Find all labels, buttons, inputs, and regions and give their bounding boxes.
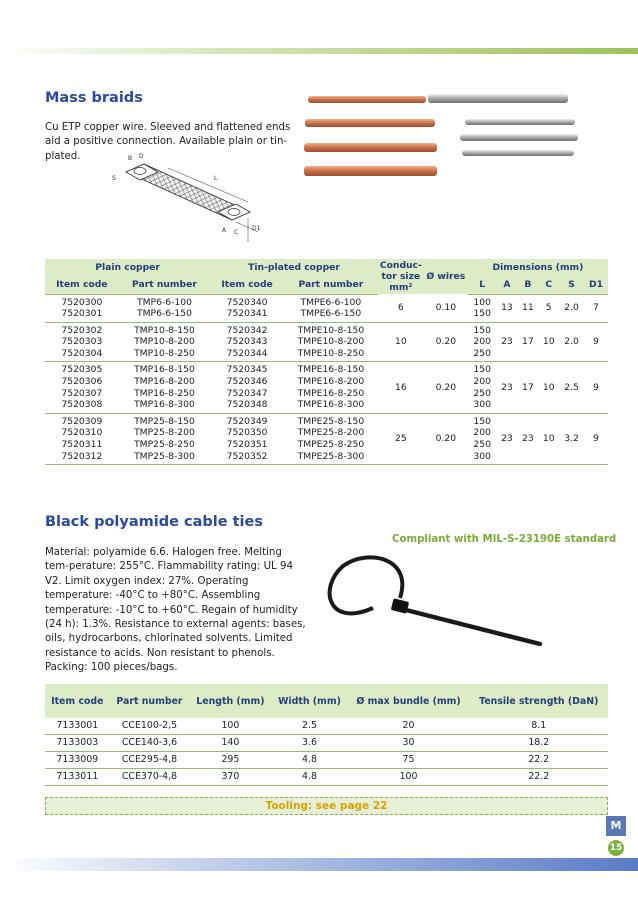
brand-logo: M bbox=[606, 816, 626, 836]
part-number-tin: TMPE25-8-250 bbox=[297, 439, 365, 451]
ties-col-tensile: Tensile strength (DaN) bbox=[470, 684, 608, 718]
top-accent-bar bbox=[0, 48, 638, 54]
tin-braid-3 bbox=[460, 134, 578, 141]
table-row bbox=[45, 735, 608, 752]
drawing-label-b: B bbox=[128, 155, 133, 162]
drawing-label-d1: D1 bbox=[252, 225, 261, 232]
length-value: 150 bbox=[473, 308, 491, 320]
cable-tie-photo bbox=[318, 548, 548, 658]
length: 140 bbox=[189, 735, 271, 752]
tensile-strength: 22.2 bbox=[470, 752, 608, 769]
col-l: L bbox=[468, 276, 497, 294]
table-row bbox=[45, 718, 608, 735]
item-code-plain: 7520312 bbox=[61, 450, 103, 462]
part-number-plain: TMP16-8-150 bbox=[134, 364, 195, 376]
item-code-plain: 7520310 bbox=[61, 427, 103, 439]
item-code-plain: 7520301 bbox=[61, 308, 103, 320]
length-value: 150 bbox=[473, 415, 491, 427]
col-c: C bbox=[538, 276, 559, 294]
copper-braid-1 bbox=[308, 96, 426, 103]
max-bundle: 75 bbox=[348, 752, 470, 769]
part-number: CCE370-4,8 bbox=[110, 769, 190, 786]
part-number-tin: TMPE25-8-300 bbox=[297, 450, 365, 462]
wire-diameter: 0.20 bbox=[435, 336, 457, 348]
item-code-tin: 7520351 bbox=[226, 439, 268, 451]
col-s: S bbox=[559, 276, 584, 294]
length-cell bbox=[468, 322, 497, 362]
part-number-tin: TMPE10-8-150 bbox=[297, 324, 365, 336]
length-cell bbox=[468, 413, 497, 464]
item-code-tin: 7520349 bbox=[226, 415, 268, 427]
conductor-size: 6 bbox=[397, 302, 404, 314]
item-code-tin: 7520352 bbox=[226, 450, 268, 462]
part-number-plain: TMP16-8-200 bbox=[134, 376, 195, 388]
item-code-plain: 7520303 bbox=[61, 336, 103, 348]
braid-technical-drawing bbox=[108, 150, 268, 250]
part-number-plain: TMP25-8-300 bbox=[134, 450, 195, 462]
item-code-tin: 7520341 bbox=[226, 308, 268, 320]
braid-product-photos bbox=[300, 92, 605, 187]
tensile-strength: 22.2 bbox=[470, 769, 608, 786]
part-number-tin: TMPE25-8-150 bbox=[297, 415, 365, 427]
col-group-dimensions: Dimensions (mm) bbox=[468, 259, 608, 276]
dim-c: 10 bbox=[542, 433, 555, 445]
dim-c: 5 bbox=[545, 302, 552, 314]
col-part-number-plain: Part number bbox=[119, 276, 211, 294]
width: 3.6 bbox=[271, 735, 347, 752]
length-value: 300 bbox=[473, 450, 491, 462]
col-d1: D1 bbox=[584, 276, 608, 294]
dim-b: 17 bbox=[521, 336, 534, 348]
item-code: 7133009 bbox=[45, 752, 110, 769]
item-code-plain-cell bbox=[45, 322, 119, 362]
item-code-plain: 7520308 bbox=[61, 399, 103, 411]
dim-c: 10 bbox=[542, 336, 555, 348]
conductor-size: 16 bbox=[394, 381, 407, 393]
copper-braid-4 bbox=[304, 166, 437, 176]
dim-d1: 9 bbox=[593, 433, 599, 445]
col-wires: Ø wires bbox=[424, 259, 468, 294]
max-bundle: 30 bbox=[348, 735, 470, 752]
dim-c: 10 bbox=[542, 381, 555, 393]
wire-diameter: 0.20 bbox=[435, 433, 457, 445]
item-code-tin-cell bbox=[210, 322, 284, 362]
item-code-plain: 7520307 bbox=[61, 387, 103, 399]
tin-braid-2 bbox=[465, 119, 575, 125]
part-number-plain: TMP16-8-250 bbox=[134, 387, 195, 399]
part-number-tin: TMPE10-8-200 bbox=[297, 336, 365, 348]
braid-row-group bbox=[45, 413, 608, 464]
col-part-number-tin: Part number bbox=[284, 276, 378, 294]
part-number-plain-cell bbox=[119, 322, 211, 362]
part-number-tin: TMPE6-6-100 bbox=[300, 296, 362, 308]
length-value: 150 bbox=[473, 324, 491, 336]
braid-row-group bbox=[45, 362, 608, 413]
dim-d1: 9 bbox=[593, 336, 599, 348]
item-code-plain-cell bbox=[45, 362, 119, 413]
part-number-plain-cell bbox=[119, 294, 211, 322]
dim-a: 23 bbox=[501, 433, 513, 445]
item-code-plain: 7520305 bbox=[61, 364, 103, 376]
length: 370 bbox=[189, 769, 271, 786]
braid-row-group bbox=[45, 322, 608, 362]
length-value: 150 bbox=[473, 364, 491, 376]
col-b: B bbox=[517, 276, 538, 294]
tensile-strength: 18.2 bbox=[470, 735, 608, 752]
dim-s: 3.2 bbox=[564, 433, 579, 445]
part-number-plain: TMP6-6-100 bbox=[136, 296, 192, 308]
length-value: 200 bbox=[473, 427, 491, 439]
col-item-code-plain: Item code bbox=[45, 276, 119, 294]
col-conductor: Conduc-tor size mm² bbox=[379, 260, 422, 293]
part-number-tin-cell bbox=[284, 413, 378, 464]
conductor-size: 25 bbox=[394, 433, 407, 445]
mass-braids-description: Cu ETP copper wire. Sleeved and flattened ends aid a positive connection. Available plain or tin-plated. bbox=[45, 122, 291, 162]
part-number-plain: TMP10-8-250 bbox=[134, 347, 195, 359]
width: 2.5 bbox=[271, 718, 347, 735]
part-number-tin: TMPE25-8-200 bbox=[297, 427, 365, 439]
ties-col-width: Width (mm) bbox=[271, 684, 347, 718]
item-code: 7133011 bbox=[45, 769, 110, 786]
braid-row-group bbox=[45, 294, 608, 322]
item-code-tin: 7520348 bbox=[226, 399, 268, 411]
dim-s: 2.5 bbox=[564, 381, 579, 393]
drawing-label-s: S bbox=[112, 175, 116, 182]
part-number-tin: TMPE10-8-250 bbox=[297, 347, 365, 359]
length-value: 300 bbox=[473, 399, 491, 411]
table-row bbox=[45, 769, 608, 786]
part-number-tin: TMPE16-8-250 bbox=[297, 387, 365, 399]
item-code-tin-cell bbox=[210, 294, 284, 322]
item-code-plain: 7520309 bbox=[61, 415, 103, 427]
item-code-plain-cell bbox=[45, 413, 119, 464]
item-code-plain: 7520311 bbox=[61, 439, 103, 451]
length-value: 250 bbox=[473, 347, 491, 359]
item-code-plain: 7520302 bbox=[61, 324, 103, 336]
dim-b: 11 bbox=[521, 302, 534, 314]
compliance-note: Compliant with MIL-S-23190E standard bbox=[392, 534, 617, 545]
part-number-plain: TMP10-8-200 bbox=[134, 336, 195, 348]
cable-ties-table bbox=[45, 684, 608, 786]
dim-d1: 9 bbox=[593, 381, 599, 393]
part-number-tin-cell bbox=[284, 294, 378, 322]
drawing-label-l: L bbox=[214, 175, 218, 182]
item-code-plain: 7520300 bbox=[61, 296, 103, 308]
length: 100 bbox=[189, 718, 271, 735]
table-row bbox=[45, 752, 608, 769]
wire-diameter: 0.20 bbox=[435, 381, 457, 393]
length-value: 250 bbox=[473, 387, 491, 399]
dim-a: 23 bbox=[501, 336, 513, 348]
part-number-plain: TMP6-6-150 bbox=[136, 308, 192, 320]
part-number: CCE100-2,5 bbox=[110, 718, 190, 735]
item-code-tin: 7520342 bbox=[226, 324, 268, 336]
max-bundle: 20 bbox=[348, 718, 470, 735]
conductor-size: 10 bbox=[394, 336, 407, 348]
cable-ties-description: Material: polyamide 6.6. Halogen free. Melting tem-perature: 255°C. Flammability rating: UL 94 V2. Limit oxygen index: 27%. Operating temperature: -40°C to +80°C. Assembling temperature: -10°C to +60°C. Regain of humidity (24 h): 1.3%. Resistance to external agents: bases, oils, hydrocarbons, chlorinated solvents. Limited resistance to acids. Non resistant to phenols. Packing: 100 pieces/bags. bbox=[45, 547, 306, 674]
col-item-code-tin: Item code bbox=[210, 276, 284, 294]
length: 295 bbox=[189, 752, 271, 769]
dim-s: 2.0 bbox=[564, 336, 579, 348]
tin-braid-4 bbox=[462, 150, 574, 156]
col-group-plain: Plain copper bbox=[45, 259, 210, 276]
drawing-label-d: D bbox=[139, 153, 144, 160]
width: 4.8 bbox=[271, 769, 347, 786]
ties-col-bundle: Ø max bundle (mm) bbox=[348, 684, 470, 718]
dim-a: 23 bbox=[501, 381, 513, 393]
dim-a: 13 bbox=[501, 302, 513, 314]
part-number-plain-cell bbox=[119, 362, 211, 413]
dim-s: 2.0 bbox=[564, 302, 579, 314]
ties-col-part-number: Part number bbox=[110, 684, 190, 718]
part-number-plain-cell bbox=[119, 413, 211, 464]
dim-b: 23 bbox=[521, 433, 534, 445]
wire-diameter: 0.10 bbox=[435, 302, 457, 314]
item-code-tin: 7520345 bbox=[226, 364, 268, 376]
mass-braids-title: Mass braids bbox=[45, 90, 143, 106]
part-number-plain: TMP10-8-150 bbox=[134, 324, 195, 336]
tensile-strength: 8.1 bbox=[470, 718, 608, 735]
part-number-plain: TMP25-8-150 bbox=[134, 415, 195, 427]
part-number-tin: TMPE16-8-200 bbox=[297, 376, 365, 388]
part-number-tin: TMPE6-6-150 bbox=[300, 308, 362, 320]
length-value: 100 bbox=[473, 296, 491, 308]
drawing-label-c: C bbox=[234, 229, 239, 236]
item-code-plain: 7520306 bbox=[61, 376, 103, 388]
item-code: 7133001 bbox=[45, 718, 110, 735]
tin-braid-1 bbox=[428, 94, 568, 103]
page-number: 15 bbox=[608, 840, 624, 856]
bottom-accent-bar bbox=[0, 858, 638, 871]
item-code-tin: 7520344 bbox=[226, 347, 268, 359]
length-cell bbox=[468, 294, 497, 322]
part-number-plain: TMP16-8-300 bbox=[134, 399, 195, 411]
cable-ties-title: Black polyamide cable ties bbox=[45, 514, 263, 530]
part-number-plain: TMP25-8-250 bbox=[134, 439, 195, 451]
part-number-tin: TMPE16-8-150 bbox=[297, 364, 365, 376]
max-bundle: 100 bbox=[348, 769, 470, 786]
length-value: 250 bbox=[473, 439, 491, 451]
item-code-tin-cell bbox=[210, 362, 284, 413]
part-number-tin: TMPE16-8-300 bbox=[297, 399, 365, 411]
item-code-tin: 7520340 bbox=[226, 296, 268, 308]
tooling-note: Tooling: see page 22 bbox=[45, 797, 608, 815]
ties-col-length: Length (mm) bbox=[189, 684, 271, 718]
copper-braid-3 bbox=[304, 143, 437, 152]
item-code-tin-cell bbox=[210, 413, 284, 464]
item-code-tin: 7520347 bbox=[226, 387, 268, 399]
part-number-tin-cell bbox=[284, 322, 378, 362]
item-code-tin: 7520350 bbox=[226, 427, 268, 439]
length-value: 200 bbox=[473, 336, 491, 348]
length-value: 200 bbox=[473, 376, 491, 388]
braids-table bbox=[45, 259, 608, 465]
part-number-tin-cell bbox=[284, 362, 378, 413]
copper-braid-2 bbox=[305, 119, 435, 127]
item-code: 7133003 bbox=[45, 735, 110, 752]
drawing-label-a: A bbox=[222, 227, 227, 234]
length-cell bbox=[468, 362, 497, 413]
dim-b: 17 bbox=[521, 381, 534, 393]
part-number: CCE140-3,6 bbox=[110, 735, 190, 752]
item-code-tin: 7520346 bbox=[226, 376, 268, 388]
item-code-plain: 7520304 bbox=[61, 347, 103, 359]
item-code-plain-cell bbox=[45, 294, 119, 322]
dim-d1: 7 bbox=[593, 302, 599, 314]
item-code-tin: 7520343 bbox=[226, 336, 268, 348]
ties-col-item-code: Item code bbox=[45, 684, 110, 718]
part-number-plain: TMP25-8-200 bbox=[134, 427, 195, 439]
col-a: A bbox=[496, 276, 517, 294]
width: 4.8 bbox=[271, 752, 347, 769]
part-number: CCE295-4,8 bbox=[110, 752, 190, 769]
col-group-tin: Tin-plated copper bbox=[210, 259, 378, 276]
